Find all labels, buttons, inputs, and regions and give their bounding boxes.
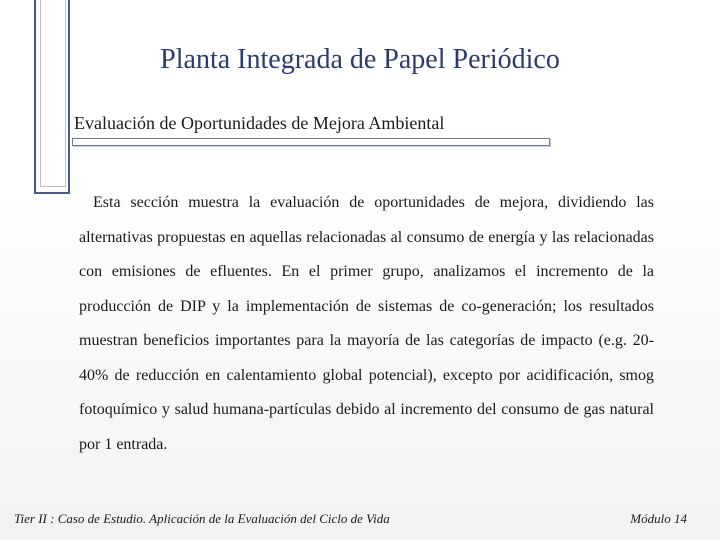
footer-module-number: Módulo 14 — [630, 511, 687, 526]
decorative-vertical-bar — [34, 0, 70, 194]
decorative-vertical-bar-inner — [40, 0, 66, 187]
slide-title: Planta Integrada de Papel Periódico — [160, 44, 560, 75]
footer-course-title: Tier II : Caso de Estudio. Aplicación de la Evaluación del Ciclo de Vida — [14, 511, 390, 526]
slide-subtitle: Evaluación de Oportunidades de Mejora Ambiental — [74, 113, 445, 133]
body-paragraph: Esta sección muestra la evaluación de oportunidades de mejora, dividiendo las alternativas propuestas en aquellas relacionadas al consumo de energía y las relacionadas con emisiones de efluentes. En el primer grupo, analizamos el incremento de la producción de DIP y la implementación de sistemas de co-generación; los resultados muestran beneficios importantes para la mayoría de las categorías de impacto (e.g. 20-40% de reducción en calentamiento global potencial), excepto por acidificación, smog fotoquímico y salud humana-partículas debido al incremento del consumo de gas natural por 1 entrada. — [79, 194, 654, 453]
decorative-horizontal-rule — [72, 138, 550, 146]
